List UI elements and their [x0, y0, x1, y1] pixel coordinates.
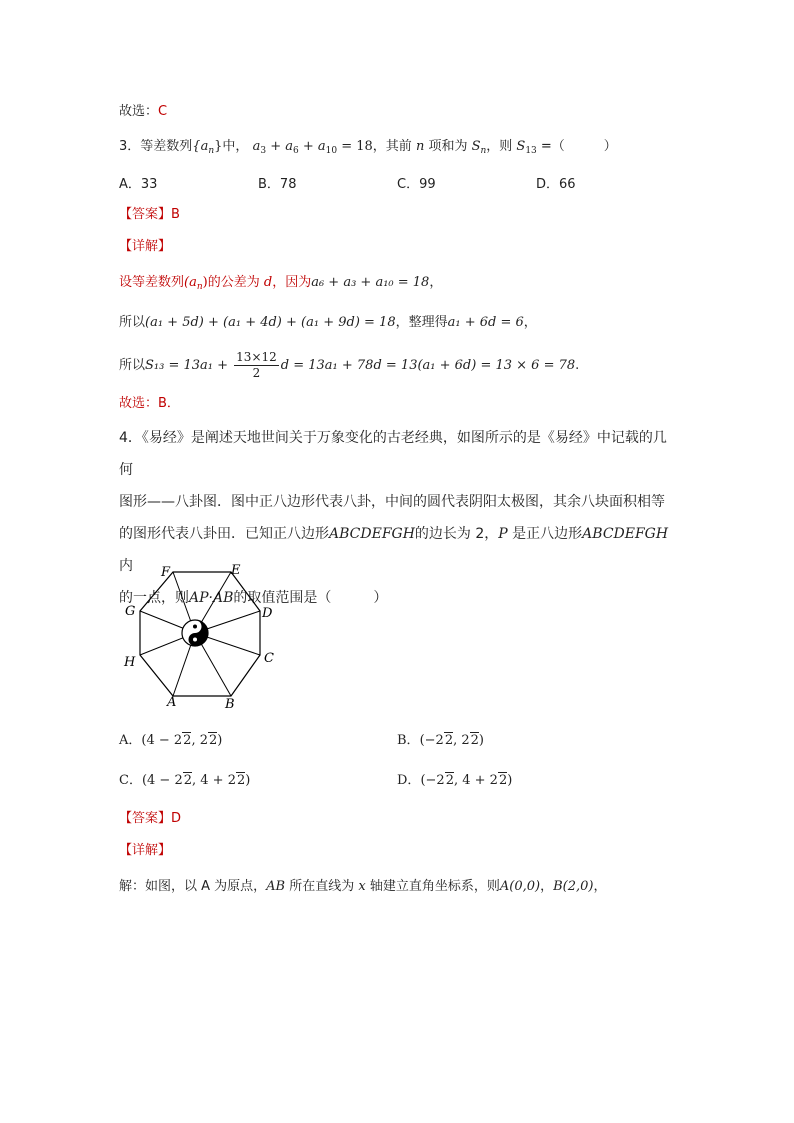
q4-detail-tag: 【详解】 — [119, 843, 172, 858]
q3-option-d: D．66 — [536, 177, 576, 192]
vertex-label: F — [161, 565, 171, 580]
vertex-label: A — [167, 695, 177, 710]
q3-conclusion: 故选：B． — [119, 396, 180, 411]
q2-answer: C — [158, 104, 168, 119]
q2-conclusion: 故选：C — [119, 104, 168, 119]
q3-solution-line1: 设等差数列$(a_n)$的公差为 d，因为a₆ + a₃ + a₁₀ = 18， — [119, 275, 443, 292]
vertex-label: B — [225, 697, 235, 710]
q4-option-c: C．(4 − 22, 4 + 22) — [119, 773, 251, 788]
q3-option-c: C．99 — [397, 177, 436, 192]
yin-yang-icon — [182, 620, 208, 646]
q4-option-a: A．(4 − 22, 22) — [119, 733, 223, 748]
vertex-label: D — [262, 606, 273, 621]
q3-stem: 3．等差数列$\{a_n\}$中， $a_3 + a_6 + a_{10} = 18$，其前 n 项和为 $S_n$，则 $S_{13}$ =（ ） — [119, 139, 617, 156]
q3-answer: 【答案】B — [119, 207, 180, 222]
q3-detail-tag: 【详解】 — [119, 239, 172, 254]
q3-solution-line3: 所以S₁₃ = 13a₁ + $\frac{13\times 12}{2}$ d = 13a₁ + 78d = 13(a₁ + 6d) = 13 × 6 = 78. — [119, 350, 580, 380]
fraction: $\frac{13\times 12}{2}$ — [236, 350, 277, 380]
bagua-octagon-figure — [118, 560, 288, 710]
q3-option-a: A．33 — [119, 177, 158, 192]
vertex-label: H — [124, 655, 136, 670]
vertex-label: G — [125, 604, 136, 619]
q3-option-b: B．78 — [258, 177, 297, 192]
vertex-label: E — [231, 563, 241, 578]
q3-solution-line2: 所以(a₁ + 5d) + (a₁ + 4d) + (a₁ + 9d) = 18，整理得a₁ + 6d = 6， — [119, 315, 537, 330]
q4-stem: 4．《易经》是阐述天地世间关于万象变化的古老经典，如图所示的是《易经》中记载的几何 图形——八卦图．图中正八边形代表八卦，中间的圆代表阴阳太极图，其余八块面积相等 的图形代表八卦田．已知正八边形ABCDEFGH的边长为 2，P 是正八边形ABCDEFGH 内 的一点，则AP·AB的取值范围是（ ） — [119, 430, 669, 606]
q4-answer: 【答案】D — [119, 811, 182, 826]
q4-solution-line1: 解：如图，以 A 为原点，AB 所在直线为 x 轴建立直角坐标系，则A(0,0)，B(2,0)， — [119, 879, 607, 894]
q4-option-b: B．(−22, 22) — [397, 733, 484, 748]
q4-option-d: D．(−22, 4 + 22) — [397, 773, 513, 788]
vertex-label: C — [264, 651, 274, 666]
